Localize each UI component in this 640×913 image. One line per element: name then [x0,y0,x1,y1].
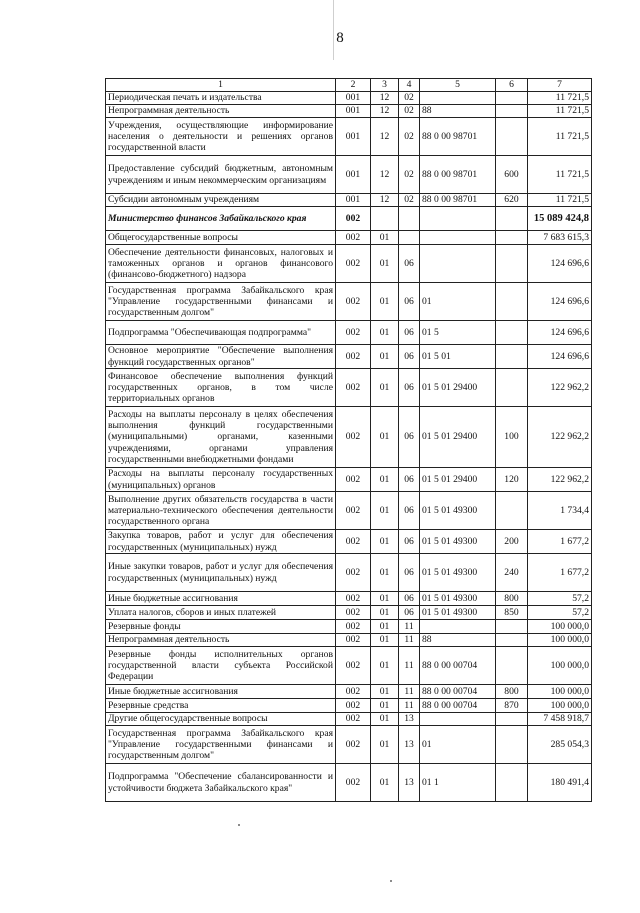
table-row [106,321,592,345]
row-target-article-cell: 88 [420,634,496,647]
row-subsection-cell: 06 [399,554,420,592]
row-section-cell: 12 [371,92,399,105]
row-code-cell: 002 [336,231,371,245]
row-section-cell: 01 [371,764,399,802]
row-target-article-cell: 01 5 01 29400 [420,369,496,407]
row-name-cell: Периодическая печать и издательства [106,92,336,105]
row-section-cell: 01 [371,369,399,407]
row-amount-cell: 100 000,0 [528,647,592,685]
row-name-cell: Иные закупки товаров, работ и услуг для обеспечения государственных (муниципальных) нужд [106,554,336,592]
row-expense-type-cell [496,345,528,369]
row-target-article-cell [420,245,496,283]
row-subsection-cell: 06 [399,345,420,369]
row-section-cell: 01 [371,231,399,245]
column-header: 2 [336,79,371,92]
row-subsection-cell: 06 [399,592,420,606]
row-name-cell: Резервные фонды исполнительных органов государственной власти субъекта Российской Федерации [106,647,336,685]
row-section-cell [371,207,399,231]
table-row [106,713,592,726]
row-section-cell: 01 [371,554,399,592]
row-section-cell: 01 [371,726,399,764]
table-row [106,634,592,647]
row-subsection-cell: 06 [399,407,420,468]
table-row [106,554,592,592]
row-target-article-cell: 01 5 01 49300 [420,530,496,554]
row-amount-cell: 100 000,0 [528,634,592,647]
row-amount-cell: 11 721,5 [528,92,592,105]
row-code-cell: 002 [336,245,371,283]
row-target-article-cell: 01 5 01 [420,345,496,369]
row-target-article-cell: 01 5 01 29400 [420,407,496,468]
row-subsection-cell: 06 [399,530,420,554]
table-row [106,606,592,620]
page-number: 8 [336,30,344,46]
table-row [106,407,592,468]
row-subsection-cell: 11 [399,647,420,685]
row-subsection-cell: 13 [399,764,420,802]
row-amount-cell: 285 054,3 [528,726,592,764]
row-section-cell: 01 [371,606,399,620]
row-expense-type-cell [496,620,528,634]
table-row [106,647,592,685]
row-target-article-cell [420,713,496,726]
row-expense-type-cell: 870 [496,699,528,713]
row-target-article-cell: 88 0 00 98701 [420,118,496,156]
row-amount-cell: 11 721,5 [528,156,592,194]
row-subsection-cell: 13 [399,713,420,726]
row-name-cell: Общегосударственные вопросы [106,231,336,245]
row-expense-type-cell [496,764,528,802]
row-amount-cell: 15 089 424,8 [528,207,592,231]
row-name-cell: Финансовое обеспечение выполнения функций государственных органов, в том числе территориальных органов [106,369,336,407]
table-row [106,369,592,407]
table-row [106,592,592,606]
row-name-cell: Субсидии автономным учреждениям [106,194,336,207]
row-section-cell: 01 [371,321,399,345]
row-section-cell: 01 [371,468,399,492]
table-row [106,764,592,802]
row-name-cell: Подпрограмма "Обеспечивающая подпрограмма" [106,321,336,345]
table-row [106,105,592,118]
row-subsection-cell: 06 [399,283,420,321]
row-amount-cell: 100 000,0 [528,685,592,699]
table-row [106,530,592,554]
table-row [106,620,592,634]
row-expense-type-cell [496,726,528,764]
row-expense-type-cell [496,207,528,231]
row-name-cell: Непрограммная деятельность [106,634,336,647]
row-amount-cell: 124 696,6 [528,345,592,369]
row-code-cell: 002 [336,685,371,699]
row-section-cell: 01 [371,492,399,530]
row-code-cell: 002 [336,530,371,554]
row-expense-type-cell: 600 [496,156,528,194]
row-subsection-cell: 13 [399,726,420,764]
table-row [106,194,592,207]
row-amount-cell: 57,2 [528,592,592,606]
row-amount-cell: 1 677,2 [528,554,592,592]
row-subsection-cell: 02 [399,118,420,156]
row-amount-cell: 7 458 918,7 [528,713,592,726]
row-subsection-cell: 06 [399,606,420,620]
row-amount-cell: 11 721,5 [528,118,592,156]
row-code-cell: 002 [336,634,371,647]
row-code-cell: 002 [336,647,371,685]
column-header: 5 [420,79,496,92]
row-code-cell: 001 [336,92,371,105]
row-code-cell: 002 [336,713,371,726]
row-target-article-cell: 88 0 00 00704 [420,699,496,713]
row-code-cell: 001 [336,156,371,194]
row-expense-type-cell [496,321,528,345]
row-code-cell: 002 [336,321,371,345]
row-section-cell: 01 [371,634,399,647]
row-subsection-cell: 06 [399,369,420,407]
row-section-cell: 01 [371,592,399,606]
row-expense-type-cell: 620 [496,194,528,207]
row-expense-type-cell [496,283,528,321]
table-row [106,245,592,283]
row-expense-type-cell [496,245,528,283]
row-target-article-cell: 88 0 00 98701 [420,194,496,207]
row-code-cell: 002 [336,468,371,492]
row-subsection-cell [399,231,420,245]
row-target-article-cell: 01 5 01 49300 [420,606,496,620]
row-code-cell: 002 [336,369,371,407]
row-target-article-cell: 88 0 00 00704 [420,685,496,699]
row-expense-type-cell [496,492,528,530]
row-expense-type-cell [496,118,528,156]
row-expense-type-cell [496,647,528,685]
row-code-cell: 002 [336,764,371,802]
row-section-cell: 01 [371,283,399,321]
row-name-cell: Уплата налогов, сборов и иных платежей [106,606,336,620]
row-code-cell: 002 [336,726,371,764]
row-amount-cell: 100 000,0 [528,620,592,634]
row-amount-cell: 122 962,2 [528,468,592,492]
row-amount-cell: 11 721,5 [528,194,592,207]
table-row [106,207,592,231]
row-target-article-cell [420,231,496,245]
table-row [106,283,592,321]
row-expense-type-cell [496,231,528,245]
scan-speck [390,880,392,882]
row-expense-type-cell: 850 [496,606,528,620]
row-amount-cell: 180 491,4 [528,764,592,802]
row-expense-type-cell: 200 [496,530,528,554]
row-expense-type-cell [496,634,528,647]
column-header: 3 [371,79,399,92]
row-target-article-cell [420,620,496,634]
row-expense-type-cell [496,92,528,105]
scan-speck [238,824,240,826]
row-target-article-cell: 01 5 01 49300 [420,492,496,530]
row-subsection-cell: 02 [399,92,420,105]
row-expense-type-cell: 800 [496,685,528,699]
table-row [106,685,592,699]
row-amount-cell: 122 962,2 [528,369,592,407]
row-code-cell: 002 [336,592,371,606]
table-row [106,726,592,764]
row-code-cell: 001 [336,194,371,207]
row-name-cell: Учреждения, осуществляющие информирование населения о деятельности и решениях органов государственной власти [106,118,336,156]
row-expense-type-cell: 800 [496,592,528,606]
row-subsection-cell: 06 [399,245,420,283]
row-name-cell: Государственная программа Забайкальского края "Управление государственными финансами и государственным долгом" [106,726,336,764]
row-amount-cell: 124 696,6 [528,321,592,345]
row-expense-type-cell [496,369,528,407]
row-code-cell: 001 [336,118,371,156]
row-section-cell: 12 [371,194,399,207]
row-name-cell: Другие общегосударственные вопросы [106,713,336,726]
row-section-cell: 01 [371,245,399,283]
row-subsection-cell: 11 [399,699,420,713]
row-target-article-cell [420,92,496,105]
row-subsection-cell: 11 [399,685,420,699]
row-code-cell: 002 [336,606,371,620]
row-target-article-cell: 88 [420,105,496,118]
row-name-cell: Непрограммная деятельность [106,105,336,118]
row-expense-type-cell: 240 [496,554,528,592]
row-code-cell: 002 [336,283,371,321]
row-amount-cell: 122 962,2 [528,407,592,468]
row-target-article-cell [420,207,496,231]
row-subsection-cell: 02 [399,156,420,194]
row-subsection-cell: 11 [399,620,420,634]
column-header: 6 [496,79,528,92]
column-header: 1 [106,79,336,92]
row-section-cell: 01 [371,713,399,726]
row-code-cell: 002 [336,620,371,634]
row-subsection-cell [399,207,420,231]
row-subsection-cell: 11 [399,634,420,647]
row-target-article-cell: 01 1 [420,764,496,802]
table-header-row [106,79,592,92]
budget-table [105,78,592,802]
row-name-cell: Предоставление субсидий бюджетным, автономным учреждениям и иным некоммерческим организациям [106,156,336,194]
row-amount-cell: 1 677,2 [528,530,592,554]
row-subsection-cell: 02 [399,105,420,118]
row-code-cell: 002 [336,345,371,369]
table-row [106,699,592,713]
row-name-cell: Расходы на выплаты персоналу в целях обеспечения выполнения функций государственными (муниципальными) органами, казенными учреждениями, органами управления государственными внебюджетными фондами [106,407,336,468]
row-subsection-cell: 06 [399,468,420,492]
row-name-cell: Министерство финансов Забайкальского края [106,207,336,231]
row-section-cell: 01 [371,699,399,713]
row-amount-cell: 124 696,6 [528,245,592,283]
row-name-cell: Подпрограмма "Обеспечение сбалансированности и устойчивости бюджета Забайкальского края" [106,764,336,802]
row-amount-cell: 1 734,4 [528,492,592,530]
row-target-article-cell: 01 5 [420,321,496,345]
row-name-cell: Закупка товаров, работ и услуг для обеспечения государственных (муниципальных) нужд [106,530,336,554]
row-target-article-cell: 01 [420,283,496,321]
table-row [106,156,592,194]
row-target-article-cell: 01 [420,726,496,764]
row-section-cell: 01 [371,530,399,554]
row-section-cell: 12 [371,156,399,194]
row-section-cell: 12 [371,118,399,156]
row-expense-type-cell: 120 [496,468,528,492]
row-name-cell: Обеспечение деятельности финансовых, налоговых и таможенных органов и органов финансового (финансово-бюджетного) надзора [106,245,336,283]
row-name-cell: Государственная программа Забайкальского края "Управление государственными финансами и государственным долгом" [106,283,336,321]
row-subsection-cell: 02 [399,194,420,207]
table-row [106,345,592,369]
table-row [106,231,592,245]
row-section-cell: 01 [371,407,399,468]
column-header: 4 [399,79,420,92]
row-target-article-cell: 01 5 01 49300 [420,592,496,606]
table-row [106,118,592,156]
row-expense-type-cell [496,105,528,118]
row-target-article-cell: 01 5 01 49300 [420,554,496,592]
budget-table-body [106,79,592,802]
row-name-cell: Резервные фонды [106,620,336,634]
row-expense-type-cell [496,713,528,726]
row-code-cell: 002 [336,699,371,713]
row-name-cell: Выполнение других обязательств государства в части материально-технического обеспечения деятельности государственного органа [106,492,336,530]
row-name-cell: Резервные средства [106,699,336,713]
row-name-cell: Иные бюджетные ассигнования [106,592,336,606]
row-name-cell: Иные бюджетные ассигнования [106,685,336,699]
row-amount-cell: 57,2 [528,606,592,620]
row-target-article-cell: 88 0 00 98701 [420,156,496,194]
row-code-cell: 002 [336,207,371,231]
table-row [106,92,592,105]
row-subsection-cell: 06 [399,492,420,530]
row-code-cell: 002 [336,407,371,468]
row-amount-cell: 124 696,6 [528,283,592,321]
row-name-cell: Расходы на выплаты персоналу государственных (муниципальных) органов [106,468,336,492]
row-subsection-cell: 06 [399,321,420,345]
table-row [106,492,592,530]
row-expense-type-cell: 100 [496,407,528,468]
row-target-article-cell: 88 0 00 00704 [420,647,496,685]
row-section-cell: 01 [371,345,399,369]
row-section-cell: 01 [371,620,399,634]
row-amount-cell: 7 683 615,3 [528,231,592,245]
table-row [106,468,592,492]
row-section-cell: 12 [371,105,399,118]
row-amount-cell: 11 721,5 [528,105,592,118]
row-code-cell: 001 [336,105,371,118]
row-amount-cell: 100 000,0 [528,699,592,713]
column-header: 7 [528,79,592,92]
row-code-cell: 002 [336,554,371,592]
row-target-article-cell: 01 5 01 29400 [420,468,496,492]
row-section-cell: 01 [371,647,399,685]
row-code-cell: 002 [336,492,371,530]
row-section-cell: 01 [371,685,399,699]
row-name-cell: Основное мероприятие "Обеспечение выполнения функций государственных органов" [106,345,336,369]
